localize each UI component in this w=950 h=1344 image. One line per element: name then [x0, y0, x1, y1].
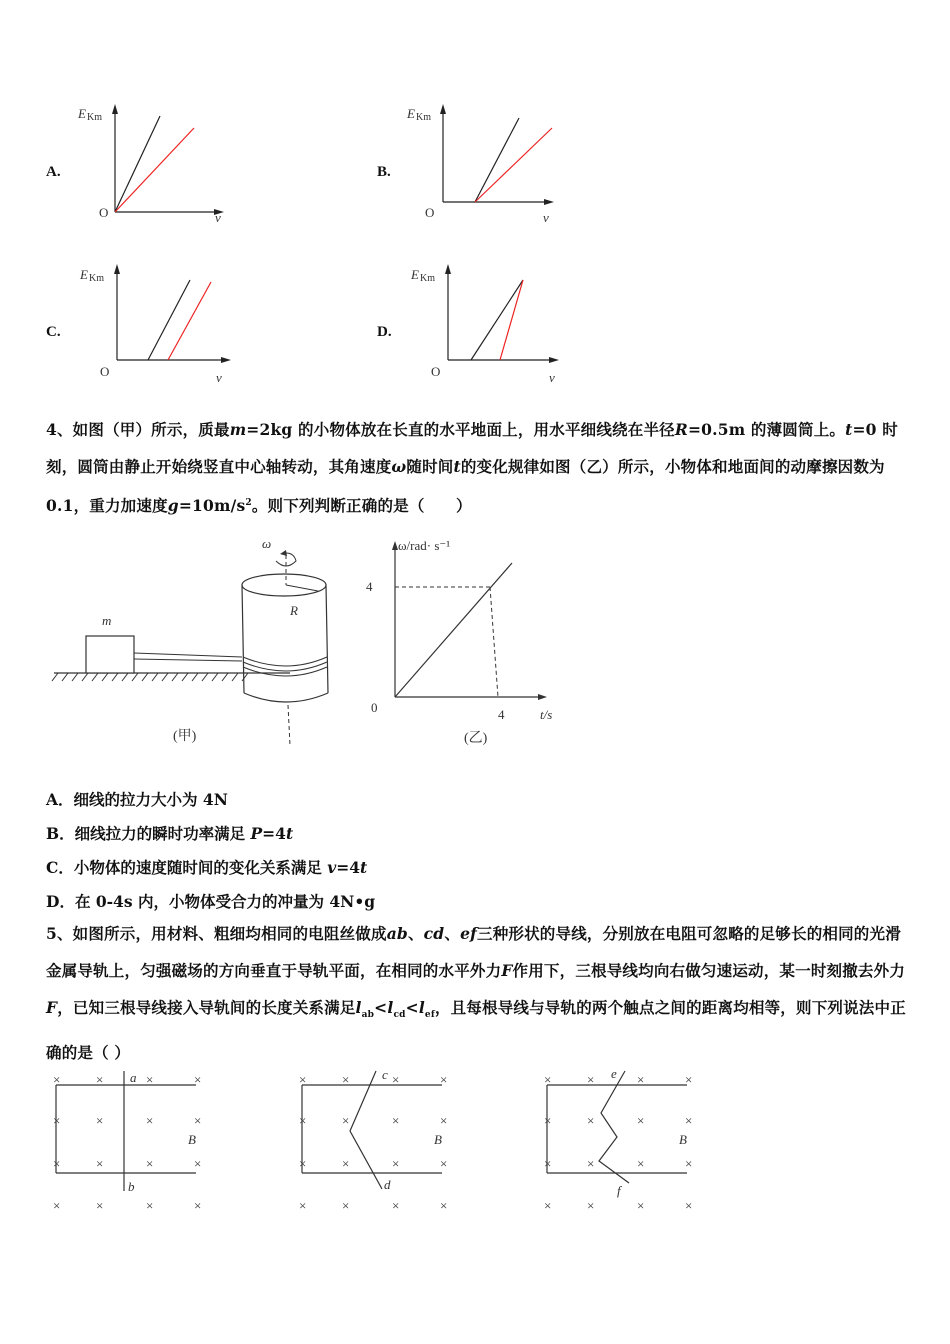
svg-text:×: × — [194, 1072, 202, 1087]
svg-text:b: b — [128, 1179, 135, 1194]
svg-text:×: × — [146, 1156, 154, 1171]
ylabel-main: E — [78, 106, 86, 121]
black-line — [148, 280, 190, 360]
svg-text:×: × — [53, 1072, 61, 1087]
svg-text:B: B — [679, 1132, 687, 1147]
dash-vertical — [490, 587, 498, 697]
svg-text:×: × — [96, 1198, 104, 1213]
svg-text:×: × — [53, 1198, 61, 1213]
figure-jia — [50, 535, 350, 755]
wire-ef — [599, 1071, 629, 1183]
svg-text:×: × — [194, 1198, 202, 1213]
figure-ef — [537, 1065, 707, 1215]
cylinder-bottom — [244, 693, 328, 702]
svg-text:×: × — [440, 1156, 448, 1171]
q4-option-b[interactable]: B．细线拉力的瞬时功率满足 P=4t — [46, 824, 294, 843]
option-a-label: A. — [46, 164, 61, 180]
svg-text:O: O — [425, 205, 435, 220]
svg-text:×: × — [544, 1113, 552, 1128]
radius-label: R — [290, 603, 298, 618]
svg-text:×: × — [299, 1113, 307, 1128]
q4-option-a[interactable]: A．细线的拉力大小为 4N — [46, 790, 228, 809]
omega-line — [395, 563, 512, 697]
svg-text:c: c — [382, 1067, 388, 1082]
svg-text:B: B — [188, 1132, 196, 1147]
wire-cd — [350, 1071, 382, 1189]
svg-text:×: × — [440, 1072, 448, 1087]
caption-jia: (甲) — [173, 729, 197, 744]
svg-text:×: × — [685, 1113, 693, 1128]
figure-yi — [360, 535, 580, 755]
svg-text:×: × — [440, 1113, 448, 1128]
svg-text:×: × — [685, 1156, 693, 1171]
svg-text:×: × — [637, 1072, 645, 1087]
svg-text:E: E — [407, 106, 415, 121]
svg-text:×: × — [392, 1113, 400, 1128]
omega-label: ω — [262, 536, 272, 551]
svg-text:×: × — [637, 1198, 645, 1213]
svg-text:×: × — [299, 1156, 307, 1171]
red-line — [168, 282, 211, 360]
svg-text:v: v — [549, 370, 555, 385]
q4-stem: 4、如图（甲）所示，质最m=2kg 的小物体放在长直的水平地面上，用水平细线绕在半径R=0.5m 的薄圆筒上。t=0 时刻，圆筒由静止开始绕竖直中心轴转动，其角速度ω随时间t的变化规律如图（乙）所示，小物体和地面间的动摩擦因数为 0.1，重力加速度$g=10m/s^2$。则下列判断正确的是（ ） — [46, 420, 898, 516]
y-tick-4: 4 — [366, 579, 373, 594]
red-line — [115, 128, 194, 212]
xlabel: v — [215, 210, 221, 225]
graph-c — [72, 262, 252, 392]
svg-text:a: a — [130, 1070, 137, 1085]
svg-text:×: × — [342, 1156, 350, 1171]
svg-text:×: × — [299, 1198, 307, 1213]
svg-text:×: × — [587, 1072, 595, 1087]
svg-text:×: × — [96, 1072, 104, 1087]
black-line — [475, 118, 519, 202]
svg-text:×: × — [587, 1198, 595, 1213]
block-m — [86, 636, 134, 673]
svg-text:×: × — [685, 1072, 693, 1087]
svg-text:×: × — [685, 1198, 693, 1213]
svg-text:×: × — [194, 1113, 202, 1128]
svg-text:×: × — [587, 1156, 595, 1171]
origin: 0 — [371, 700, 378, 715]
svg-text:d: d — [384, 1177, 391, 1192]
svg-text:×: × — [637, 1113, 645, 1128]
mass-label: m — [102, 613, 112, 628]
ylabel-sub: Km — [87, 112, 102, 123]
caption-yi: (乙) — [464, 731, 488, 746]
svg-text:×: × — [194, 1156, 202, 1171]
q4-option-d[interactable]: D．在 0-4s 内，小物体受合力的冲量为 4N•g — [46, 892, 376, 911]
figure-ab — [46, 1065, 216, 1215]
black-line — [471, 280, 523, 360]
svg-text:×: × — [96, 1113, 104, 1128]
red-line — [475, 128, 552, 202]
svg-text:×: × — [440, 1198, 448, 1213]
svg-text:B: B — [434, 1132, 442, 1147]
q5-stem: 5、如图所示，用材料、粗细均相同的电阻丝做成ab、cd、ef三种形状的导线，分别放在电阻可忽略的足够长的相同的光滑金属导轨上，匀强磁场的方向垂直于导轨平面，在相同的水平外力F作用下，三根导线均向右做匀速运动，某一时刻撤去外力F，已知三根导线接入导轨间的长度关系满足$l_{ab}<l_{cd}<l_{ef}$，且每根导线与导轨的两个触点之间的距离均相等，则下列说法中正确的是（ ） — [46, 924, 906, 1063]
svg-text:×: × — [587, 1113, 595, 1128]
svg-text:v: v — [216, 370, 222, 385]
svg-text:×: × — [637, 1156, 645, 1171]
graph-a — [70, 100, 250, 230]
graph-b — [400, 100, 580, 230]
svg-text:Km: Km — [420, 273, 435, 284]
svg-text:×: × — [392, 1198, 400, 1213]
figure-cd — [292, 1065, 462, 1215]
svg-text:Km: Km — [416, 112, 431, 123]
svg-text:Km: Km — [89, 273, 104, 284]
y-arrow — [112, 104, 118, 114]
x-tick-4: 4 — [498, 707, 505, 722]
q4-option-c[interactable]: C．小物体的速度随时间的变化关系满足 v=4t — [46, 858, 368, 877]
svg-text:O: O — [100, 364, 110, 379]
svg-text:×: × — [299, 1072, 307, 1087]
y-axis-label: ω/rad· s⁻¹ — [398, 538, 451, 553]
option-d-label: D. — [377, 324, 392, 340]
red-line — [500, 280, 523, 360]
svg-text:×: × — [53, 1156, 61, 1171]
graph-d — [405, 262, 585, 392]
svg-text:×: × — [544, 1156, 552, 1171]
svg-text:O: O — [431, 364, 441, 379]
option-c-label: C. — [46, 324, 61, 340]
origin-label: O — [99, 205, 109, 220]
black-line — [115, 116, 160, 212]
svg-text:v: v — [543, 210, 549, 225]
svg-text:e: e — [611, 1066, 617, 1081]
option-b-label: B. — [377, 164, 391, 180]
svg-text:×: × — [342, 1113, 350, 1128]
svg-text:E: E — [411, 267, 419, 282]
svg-text:×: × — [392, 1156, 400, 1171]
svg-text:×: × — [342, 1198, 350, 1213]
svg-text:E: E — [80, 267, 88, 282]
svg-text:×: × — [53, 1113, 61, 1128]
svg-text:×: × — [342, 1072, 350, 1087]
svg-text:f: f — [617, 1183, 621, 1198]
cylinder-top — [242, 574, 326, 596]
svg-text:×: × — [146, 1198, 154, 1213]
svg-text:×: × — [544, 1072, 552, 1087]
ground-hatch — [52, 673, 248, 681]
svg-text:×: × — [392, 1072, 400, 1087]
svg-text:×: × — [544, 1198, 552, 1213]
x-axis-label: t/s — [540, 707, 553, 722]
svg-text:×: × — [96, 1156, 104, 1171]
svg-text:×: × — [146, 1113, 154, 1128]
string — [134, 653, 242, 657]
svg-text:×: × — [146, 1072, 154, 1087]
